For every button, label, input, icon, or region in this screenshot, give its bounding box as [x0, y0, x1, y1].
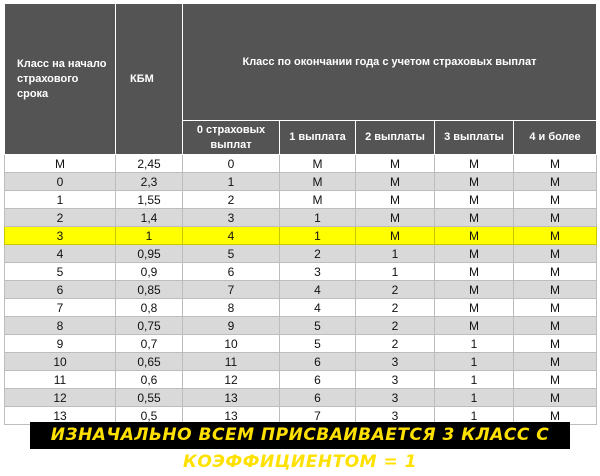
claims-0-cell: 13 — [183, 407, 280, 425]
claims-1-cell: 3 — [280, 263, 356, 281]
start-class-cell: 9 — [5, 335, 116, 353]
claims-3-cell: М — [435, 263, 514, 281]
claims-2-cell: М — [356, 227, 435, 245]
claims-4-cell: М — [514, 389, 597, 407]
header-end-class: Класс по окончании года с учетом страховых выплат — [183, 4, 597, 121]
claims-2-cell: 3 — [356, 371, 435, 389]
claims-3-cell: М — [435, 191, 514, 209]
start-class-cell: М — [5, 155, 116, 173]
claims-1-cell: М — [280, 155, 356, 173]
kbm-cell: 0,9 — [116, 263, 183, 281]
table-row — [5, 317, 597, 335]
claims-4-cell: М — [514, 173, 597, 191]
claims-1-cell: 2 — [280, 245, 356, 263]
start-class-cell: 2 — [5, 209, 116, 227]
claims-3-cell: М — [435, 299, 514, 317]
claims-0-cell: 0 — [183, 155, 280, 173]
claims-2-cell: 2 — [356, 317, 435, 335]
claims-3-cell: 1 — [435, 371, 514, 389]
claims-3-cell: 1 — [435, 353, 514, 371]
claims-3-cell: М — [435, 317, 514, 335]
claims-3-cell: 1 — [435, 389, 514, 407]
kbm-cell: 0,95 — [116, 245, 183, 263]
table-row — [5, 281, 597, 299]
table-row — [5, 245, 597, 263]
claims-4-cell: М — [514, 281, 597, 299]
start-class-cell: 7 — [5, 299, 116, 317]
kbm-cell: 1 — [116, 227, 183, 245]
claims-1-cell: 1 — [280, 227, 356, 245]
claims-3-cell: 1 — [435, 407, 514, 425]
start-class-cell: 1 — [5, 191, 116, 209]
table-row — [5, 389, 597, 407]
start-class-cell: 0 — [5, 173, 116, 191]
claims-0-cell: 6 — [183, 263, 280, 281]
claims-2-cell: 3 — [356, 353, 435, 371]
header-start-class: Класс на начало страхового срока — [5, 4, 116, 155]
table-row — [5, 353, 597, 371]
claims-4-cell: М — [514, 407, 597, 425]
claims-2-cell: 3 — [356, 389, 435, 407]
kbm-cell: 0,5 — [116, 407, 183, 425]
claims-0-cell: 9 — [183, 317, 280, 335]
claims-2-cell: 2 — [356, 281, 435, 299]
claims-0-cell: 4 — [183, 227, 280, 245]
claims-4-cell: М — [514, 209, 597, 227]
header-row-top — [5, 4, 597, 121]
claims-3-cell: М — [435, 281, 514, 299]
table-row — [5, 191, 597, 209]
claims-1-cell: 7 — [280, 407, 356, 425]
claims-4-cell: М — [514, 155, 597, 173]
claims-3-cell: М — [435, 245, 514, 263]
header-kbm: КБМ — [116, 4, 183, 155]
claims-0-cell: 12 — [183, 371, 280, 389]
start-class-cell: 6 — [5, 281, 116, 299]
kbm-cell: 0,8 — [116, 299, 183, 317]
claims-2-cell: М — [356, 209, 435, 227]
info-banner: ИЗНАЧАЛЬНО ВСЕМ ПРИСВАИВАЕТСЯ 3 КЛАСС С КОЭФФИЦИЕНТОМ = 1 — [30, 422, 570, 449]
claims-4-cell: М — [514, 245, 597, 263]
claims-1-cell: 4 — [280, 281, 356, 299]
header-claims-4: 4 и более — [514, 121, 597, 155]
start-class-cell: 8 — [5, 317, 116, 335]
claims-3-cell: М — [435, 155, 514, 173]
claims-0-cell: 10 — [183, 335, 280, 353]
claims-3-cell: М — [435, 209, 514, 227]
kbm-cell: 0,65 — [116, 353, 183, 371]
claims-3-cell: М — [435, 227, 514, 245]
header-claims-2: 2 выплаты — [356, 121, 435, 155]
claims-4-cell: М — [514, 191, 597, 209]
start-class-cell: 5 — [5, 263, 116, 281]
claims-2-cell: 2 — [356, 335, 435, 353]
start-class-cell: 3 — [5, 227, 116, 245]
start-class-cell: 10 — [5, 353, 116, 371]
claims-2-cell: 2 — [356, 299, 435, 317]
kbm-cell: 1,4 — [116, 209, 183, 227]
start-class-cell: 4 — [5, 245, 116, 263]
claims-4-cell: М — [514, 263, 597, 281]
claims-2-cell: М — [356, 155, 435, 173]
claims-2-cell: М — [356, 191, 435, 209]
kbm-cell: 0,85 — [116, 281, 183, 299]
claims-4-cell: М — [514, 299, 597, 317]
table-body — [5, 155, 597, 425]
table-row — [5, 263, 597, 281]
kbm-cell: 0,55 — [116, 389, 183, 407]
table-row — [5, 335, 597, 353]
claims-3-cell: 1 — [435, 335, 514, 353]
kbm-cell: 0,7 — [116, 335, 183, 353]
claims-0-cell: 1 — [183, 173, 280, 191]
claims-4-cell: М — [514, 353, 597, 371]
table-row — [5, 209, 597, 227]
claims-0-cell: 8 — [183, 299, 280, 317]
claims-0-cell: 2 — [183, 191, 280, 209]
table-row — [5, 299, 597, 317]
start-class-cell: 11 — [5, 371, 116, 389]
table-row — [5, 227, 597, 245]
claims-2-cell: 1 — [356, 263, 435, 281]
claims-3-cell: М — [435, 173, 514, 191]
claims-1-cell: 4 — [280, 299, 356, 317]
kbm-cell: 0,6 — [116, 371, 183, 389]
claims-4-cell: М — [514, 335, 597, 353]
claims-0-cell: 7 — [183, 281, 280, 299]
table-row — [5, 155, 597, 173]
claims-1-cell: 5 — [280, 335, 356, 353]
start-class-cell: 12 — [5, 389, 116, 407]
kbm-table — [4, 3, 597, 425]
kbm-cell: 2,45 — [116, 155, 183, 173]
claims-0-cell: 5 — [183, 245, 280, 263]
claims-2-cell: 1 — [356, 245, 435, 263]
header-claims-0: 0 страховых выплат — [183, 121, 280, 155]
claims-2-cell: М — [356, 173, 435, 191]
claims-0-cell: 13 — [183, 389, 280, 407]
claims-1-cell: 6 — [280, 371, 356, 389]
claims-1-cell: 6 — [280, 389, 356, 407]
kbm-cell: 1,55 — [116, 191, 183, 209]
header-claims-1: 1 выплата — [280, 121, 356, 155]
claims-0-cell: 11 — [183, 353, 280, 371]
start-class-cell: 13 — [5, 407, 116, 425]
claims-4-cell: М — [514, 227, 597, 245]
table-row — [5, 371, 597, 389]
claims-1-cell: 1 — [280, 209, 356, 227]
claims-1-cell: М — [280, 173, 356, 191]
kbm-cell: 2,3 — [116, 173, 183, 191]
header-claims-3: 3 выплаты — [435, 121, 514, 155]
claims-1-cell: М — [280, 191, 356, 209]
claims-4-cell: М — [514, 317, 597, 335]
claims-1-cell: 5 — [280, 317, 356, 335]
claims-4-cell: М — [514, 371, 597, 389]
table-row — [5, 173, 597, 191]
kbm-cell: 0,75 — [116, 317, 183, 335]
claims-0-cell: 3 — [183, 209, 280, 227]
claims-1-cell: 6 — [280, 353, 356, 371]
claims-2-cell: 3 — [356, 407, 435, 425]
